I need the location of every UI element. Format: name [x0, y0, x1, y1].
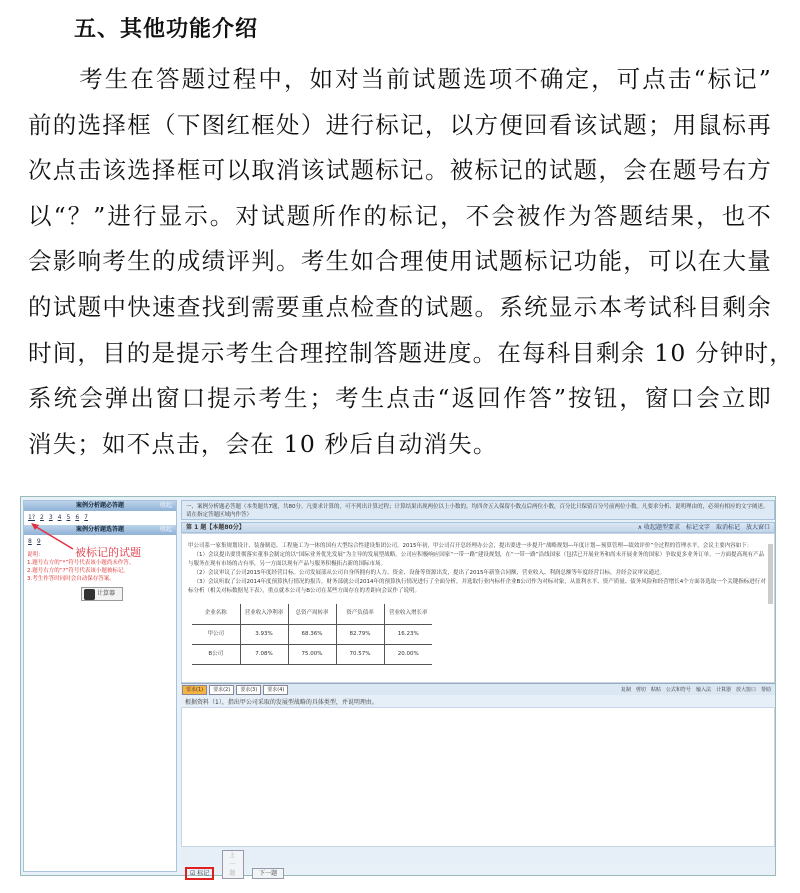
- question-tool-button[interactable]: 取消标记: [715, 524, 740, 531]
- question-number-link[interactable]: 9: [36, 538, 41, 545]
- answer-tool-button[interactable]: 帮助: [760, 687, 771, 693]
- answer-input[interactable]: [181, 707, 775, 847]
- sub-question-text: 根据资料（1），指出甲公司采取的发展型战略的具体类型，并说明理由。: [181, 695, 775, 707]
- paragraph-line: 会影响考生的成绩评判。考生如合理使用试题标记功能，可以在大量: [28, 247, 772, 276]
- table-cell: 20.00%: [384, 644, 432, 664]
- paragraph-line: 的试题中快速查找到需要重点检查的试题。系统显示本考试科目剩余: [28, 293, 772, 321]
- table-cell: 82.79%: [336, 624, 384, 644]
- table-cell: 70.57%: [336, 644, 384, 664]
- answer-toolbar: [181, 683, 775, 695]
- calculator-label: 计算器: [97, 590, 116, 597]
- table-header-cell: 营业收入净利率: [240, 604, 288, 624]
- question-number-link[interactable]: 2: [40, 514, 44, 521]
- paragraph-line: 消失；如不点击，会在 10 秒后自动消失。: [28, 429, 498, 458]
- table-cell: B公司: [192, 644, 240, 664]
- question-title: 第 1 题【本题80分】: [186, 524, 245, 531]
- question-number-link[interactable]: 8: [28, 538, 32, 545]
- paragraph-line: 系统会弹出窗口提示考生；考生点击“返回作答”按钮，窗口会立即: [28, 384, 772, 413]
- question-number-link[interactable]: 4: [57, 514, 62, 521]
- annotation-arrow: [21, 497, 181, 577]
- table-header-cell: 企业名称: [192, 604, 240, 624]
- exam-screenshot: [20, 496, 776, 876]
- table-header-cell: 总资产周转率: [288, 604, 336, 624]
- table-header-cell: 营业收入增长率: [384, 604, 432, 624]
- body-paragraph: 甲公司系一家集规划设计、装备制造、工程施工为一体的国有大型综合性建设集团公司。2015年初，甲公司召开总经理办公会，提出要进一步提升“战略规划—年度计划—预算管理—绩效评价”全过程的管理水平，会议主要内容如下：: [188, 543, 753, 549]
- bottom-bar: [181, 847, 775, 877]
- table-cell: 7.08%: [240, 644, 288, 664]
- paragraph-line: 考生在答题过程中，如对当前试题选项不确定，可点击“标记”: [28, 65, 772, 93]
- paragraph-line: 次点击该选择框可以取消该试题标记。被标记的试题，会在题号右方: [28, 156, 772, 185]
- calculator-icon: [84, 589, 95, 600]
- section-heading: 五、其他功能介绍: [74, 17, 259, 42]
- calculator-button[interactable]: [81, 587, 123, 601]
- question-number-link[interactable]: 5: [66, 514, 71, 521]
- requirement-tab[interactable]: 要求(2): [209, 685, 234, 695]
- table-cell: 75.00%: [288, 644, 336, 664]
- requirement-tab[interactable]: 要求(3): [236, 685, 261, 695]
- question-title-bar: [181, 522, 775, 533]
- table-header-cell: 资产负债率: [336, 604, 384, 624]
- paragraph-line: 时间，目的是提示考生合理控制答题进度。在每科目剩余 10 分钟时，: [28, 338, 794, 367]
- requirement-tab[interactable]: 要求(4): [263, 685, 288, 695]
- answer-tool-button[interactable]: 粘贴: [650, 687, 661, 693]
- body-paragraph: （1）会议提出要贯彻落实董事会制定的以“国际业务优先发展”为主导的发展型战略。公司应积极响应国家“一带一路”建设规划，在“一带一路”沿线国家（包括已开展业务和尚未开展业务的国家）争取更多业务订单，一方面提高现有产品与服务在现有市场的占有率，另一方面以现有产品与服务积极拓占新的国际市场。: [188, 552, 765, 567]
- required-header-label: 案例分析题必答题: [75, 502, 124, 509]
- question-tool-button[interactable]: ∧ 收起题型要求: [637, 524, 680, 531]
- note-line: 1.题号右方的“*”符号代表该小题尚未作答。: [27, 560, 135, 566]
- table-cell: 16.23%: [384, 624, 432, 644]
- question-body: [181, 533, 775, 683]
- instructions: 一、案例分析题必答题（本类题共7题，共80分。凡要求计算的，可不列出计算过程；计算结果出现两位以上小数的，均四舍五入保留小数点后两位小数，百分比只保留百分号前两位小数。凡要求分析、说明理由的，必须有相应的文字阐述。请在指定答题区域内作答）: [181, 500, 775, 520]
- note-line: 说明：: [27, 552, 44, 558]
- answer-tool-button[interactable]: 复制: [620, 687, 631, 693]
- next-button[interactable]: 下一题: [252, 868, 284, 879]
- table-row: [192, 624, 432, 644]
- question-tool-button[interactable]: 标记文字: [685, 524, 710, 531]
- mark-label: 标记: [197, 870, 210, 877]
- prev-button[interactable]: 上一题: [222, 850, 244, 879]
- table-cell: 3.93%: [240, 624, 288, 644]
- note-line: 3.考生作答时同时会自动保存答案。: [27, 576, 115, 582]
- question-tools: [632, 523, 770, 533]
- question-tool-button[interactable]: 放大窗口: [745, 524, 770, 531]
- scrollbar[interactable]: [768, 544, 773, 604]
- annotation-label: 被标记的试题: [75, 546, 141, 559]
- mark-checkbox[interactable]: ☑ 标记: [185, 867, 214, 880]
- question-number-link[interactable]: 1?: [28, 514, 36, 521]
- answer-tool-button[interactable]: 放大窗口: [735, 687, 756, 693]
- table-cell: 甲公司: [192, 624, 240, 644]
- answer-tool-button[interactable]: 剪切: [635, 687, 646, 693]
- optional-header-label: 案例分析题选答题: [75, 526, 124, 533]
- requirement-tab[interactable]: 要求(1): [182, 685, 207, 695]
- question-number-link[interactable]: 3: [48, 514, 53, 521]
- data-table: [192, 604, 432, 665]
- body-paragraph: （2）会议审议了公司2015年度经营目标。公司发展部从公司自身所拥有的人力、资金、设备等资源出发，提出了2015年新签合同额、营业收入、利润总额等年度经营目标，并经会议审议通过。: [193, 570, 665, 576]
- table-cell: 68.36%: [288, 624, 336, 644]
- answer-tool-button[interactable]: 公式和符号: [665, 687, 691, 693]
- collapse-button[interactable]: 收起: [159, 502, 172, 509]
- paragraph-line: 以“？”进行显示。对试题所作的标记，不会被作为答题结果，也不: [28, 201, 772, 230]
- answer-tool-button[interactable]: 计算器: [715, 687, 731, 693]
- question-number-link[interactable]: 6: [75, 514, 80, 521]
- question-number-link[interactable]: 7: [84, 514, 88, 521]
- table-row: [192, 644, 432, 664]
- paragraph-line: 前的选择框（下图红框处）进行标记，以方便回看该试题；用鼠标再: [28, 110, 772, 139]
- body-paragraph: （3）会议听取了公司2014年度预算执行情况的报告。财务部就公司2014年的预算执行情况进行了全面分析，并选取行业内标杆企业B公司作为对标对象，从盈利水平、资产质量、债务风险和经营增长4个方面各选取一个关键指标进行对标分析（相关对标数据见下表），重点就本公司与B公司在某些方面存在的差距向会议作了说明。: [188, 579, 766, 594]
- collapse-button[interactable]: 收起: [159, 526, 172, 533]
- answer-tool-button[interactable]: 输入法: [695, 687, 711, 693]
- note-line: 2.题号右方的“?”符号代表该小题被标记。: [27, 568, 129, 574]
- table-header-row: [192, 604, 432, 624]
- question-panel: [181, 500, 775, 877]
